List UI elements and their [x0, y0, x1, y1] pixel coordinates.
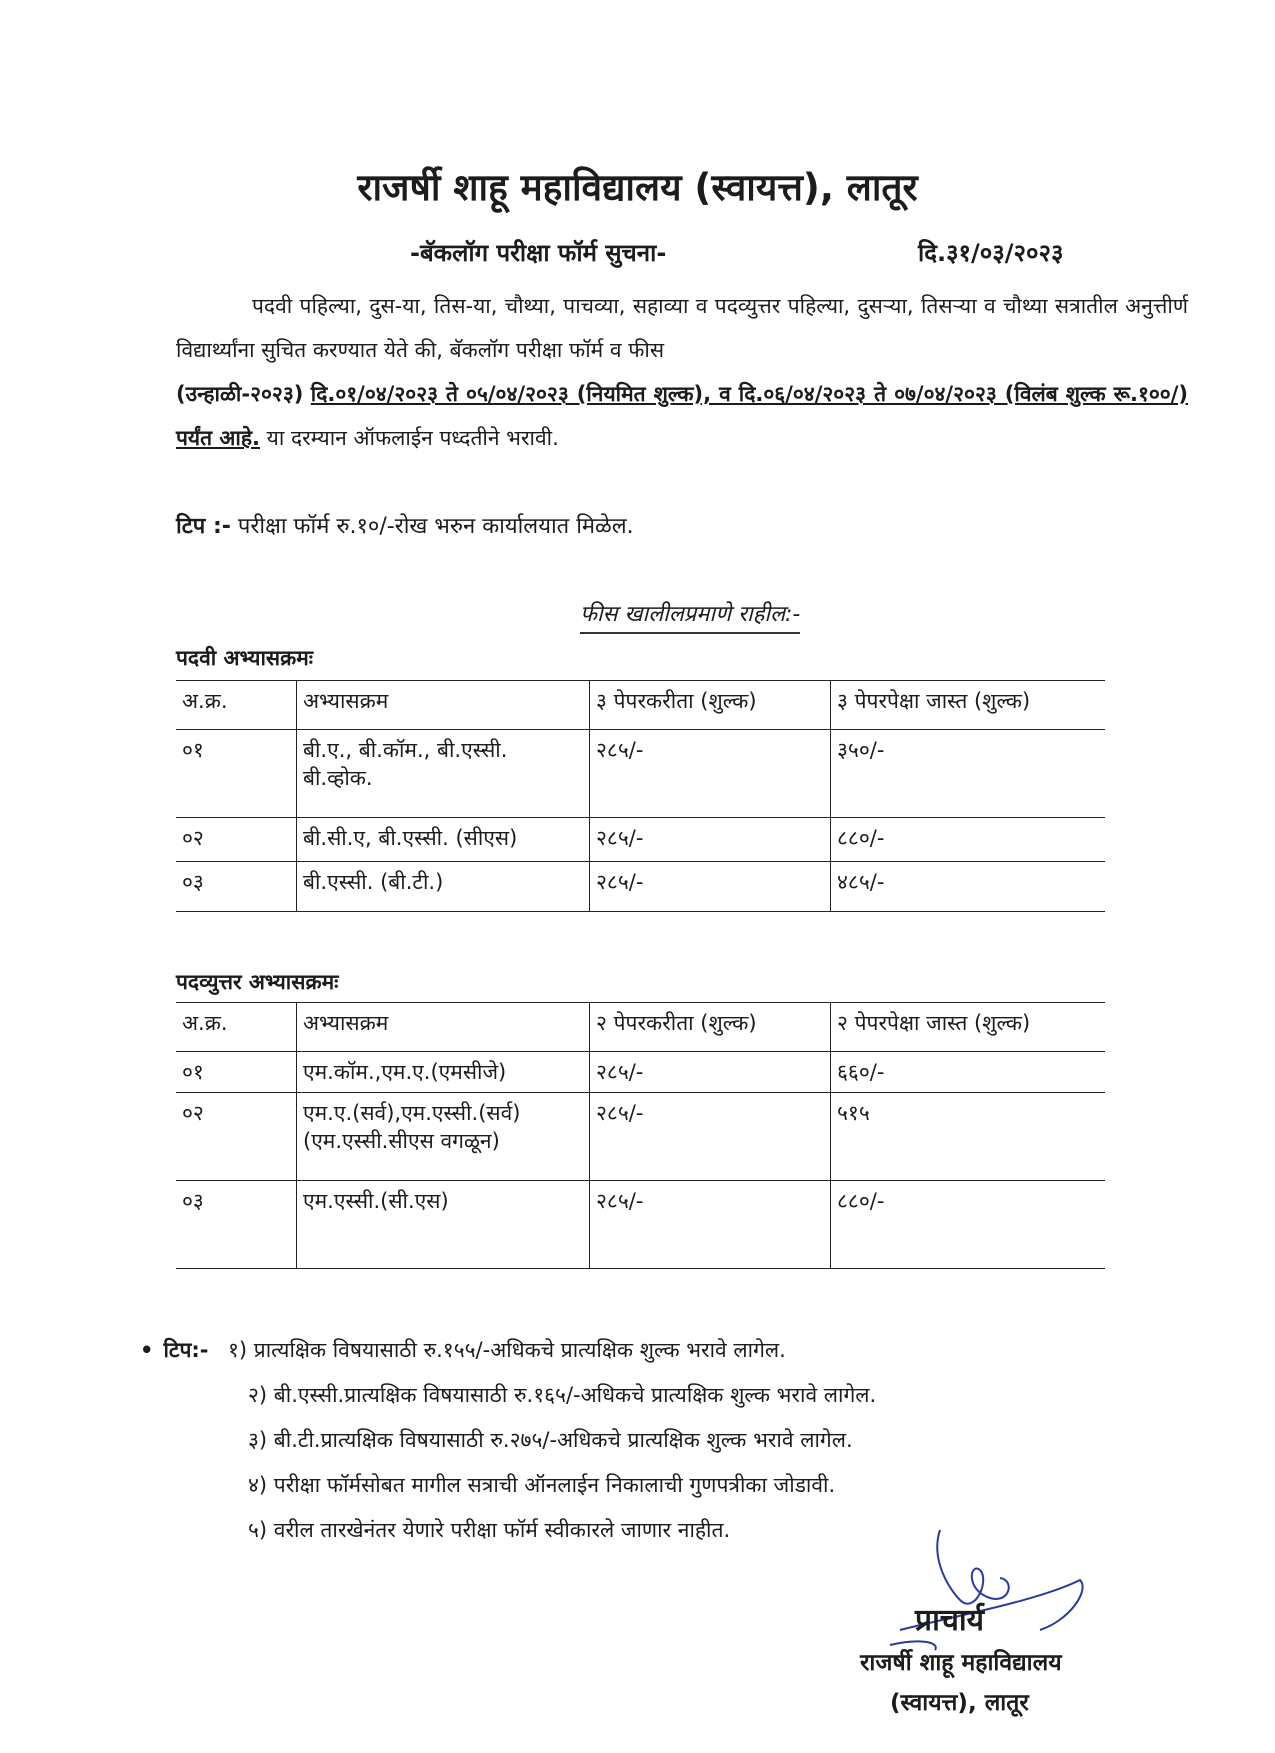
- notice-paragraph: [176, 284, 1188, 460]
- list-item: [140, 1328, 876, 1373]
- stamp-designation: प्राचार्य: [915, 1603, 985, 1638]
- ug-section-title: पदवी अभ्यासक्रमः: [176, 646, 314, 670]
- cell-fee-upto: २८५/-: [590, 1093, 831, 1181]
- form-tip-label: टिप :-: [176, 514, 231, 539]
- list-item: ५) वरील तारखेनंतर येणारे परीक्षा फॉर्म स्वीकारले जाणार नाहीत.: [248, 1518, 731, 1542]
- cell-course: एम.ए.(सर्व),एम.एस्सी.(सर्व) (एम.एस्सी.सीएस वगळून): [297, 1093, 590, 1181]
- cell-course: बी.एस्सी. (बी.टी.): [297, 862, 590, 912]
- col-header-course: अभ्यासक्रम: [297, 1003, 590, 1052]
- cell-sr: ०१: [176, 730, 297, 818]
- table-header-row: [176, 681, 1105, 730]
- college-title: राजर्षी शाहू महाविद्यालय (स्वायत्त), लातूर: [357, 166, 918, 209]
- notes-list: [140, 1328, 876, 1553]
- notice-text-2: या दरम्यान ऑफलाईन पध्दतीने भरावी.: [266, 426, 559, 450]
- cell-course: बी.ए., बी.कॉम., बी.एस्सी. बी.व्होक.: [297, 730, 590, 818]
- cell-sr: ०१: [176, 1052, 297, 1093]
- cell-sr: ०३: [176, 862, 297, 912]
- notice-text-1: पदवी पहिल्या, दुस-या, तिस-या, चौथ्या, पाचव्या, सहाव्या व पदव्युत्तर पहिल्या, दुसऱ्या, तिसऱ्या व चौथ्या सत्रातील अनुत्तीर्ण विद्यार्थ्यांना सुचित करण्यात येते की, बॅकलॉग परीक्षा फॉर्म व फीस: [176, 294, 1188, 362]
- table-row: [176, 1052, 1105, 1093]
- col-header-course: अभ्यासक्रम: [297, 681, 590, 730]
- pg-fee-table: [176, 1002, 1105, 1269]
- list-item: ३) बी.टी.प्रात्यक्षिक विषयासाठी रु.२७५/-अधिकचे प्रात्यक्षिक शुल्क भरावे लागेल.: [248, 1428, 853, 1452]
- cell-fee-more: ८८०/-: [831, 818, 1106, 862]
- col-header-fee-more: ३ पेपरपेक्षा जास्त (शुल्क): [831, 681, 1106, 730]
- pg-section-title: पदव्युत्तर अभ्यासक्रमः: [176, 970, 339, 994]
- notes-label: टिप:-: [163, 1338, 209, 1362]
- notice-date: दि.३१/०३/२०२३: [918, 239, 1064, 267]
- cell-fee-upto: २८५/-: [590, 862, 831, 912]
- col-header-fee-upto: २ पेपरकरीता (शुल्क): [590, 1003, 831, 1052]
- cell-fee-more: ६६०/-: [831, 1052, 1106, 1093]
- table-row: [176, 730, 1105, 818]
- table-row: [176, 862, 1105, 912]
- cell-fee-more: ८८०/-: [831, 1181, 1106, 1269]
- list-item: २) बी.एस्सी.प्रात्यक्षिक विषयासाठी रु.१६५/-अधिकचे प्रात्यक्षिक शुल्क भरावे लागेल.: [248, 1383, 877, 1407]
- table-row: [176, 818, 1105, 862]
- fees-heading: फीस खालीलप्रमाणे राहील:-: [580, 598, 800, 634]
- cell-fee-upto: २८५/-: [590, 730, 831, 818]
- col-header-fee-more: २ पेपरपेक्षा जास्त (शुल्क): [831, 1003, 1106, 1052]
- col-header-sr: अ.क्र.: [176, 681, 297, 730]
- col-header-sr: अ.क्र.: [176, 1003, 297, 1052]
- cell-fee-more: ४८५/-: [831, 862, 1106, 912]
- notice-season: (उन्हाळी-२०२३): [176, 382, 304, 406]
- col-header-fee-upto: ३ पेपरकरीता (शुल्क): [590, 681, 831, 730]
- stamp-line-1: राजर्षी शाहू महाविद्यालय: [860, 1650, 1062, 1676]
- table-header-row: [176, 1003, 1105, 1052]
- cell-course: एम.एस्सी.(सी.एस): [297, 1181, 590, 1269]
- notice-subtitle: -बॅकलॉग परीक्षा फॉर्म सुचना-: [410, 239, 667, 267]
- cell-course: एम.कॉम.,एम.ए.(एमसीजे): [297, 1052, 590, 1093]
- bullet-icon: •: [140, 1338, 154, 1362]
- note-text: १) प्रात्यक्षिक विषयासाठी रु.१५५/-अधिकचे प्रात्यक्षिक शुल्क भरावे लागेल.: [228, 1338, 786, 1362]
- table-row: [176, 1181, 1105, 1269]
- list-item: ४) परीक्षा फॉर्मसोबत मागील सत्राची ऑनलाईन निकालाची गुणपत्रीका जोडावी.: [248, 1473, 836, 1497]
- cell-fee-upto: २८५/-: [590, 1181, 831, 1269]
- cell-fee-upto: २८५/-: [590, 818, 831, 862]
- cell-course: बी.सी.ए, बी.एस्सी. (सीएस): [297, 818, 590, 862]
- cell-sr: ०२: [176, 818, 297, 862]
- ug-fee-table: [176, 680, 1105, 912]
- form-tip: [176, 510, 634, 540]
- cell-sr: ०२: [176, 1093, 297, 1181]
- table-row: [176, 1093, 1105, 1181]
- cell-fee-upto: २८५/-: [590, 1052, 831, 1093]
- form-tip-text: परीक्षा फॉर्म रु.१०/-रोख भरुन कार्यालयात मिळेल.: [237, 514, 634, 539]
- notice-dates: दि.०१/०४/२०२३ ते ०५/०४/२०२३ (नियमित शुल्क), व दि.०६/०४/२०२३ ते ०७/०४/२०२३ (विलंब शुल्क रू.१००/) पर्यंत आहे.: [176, 382, 1188, 450]
- cell-fee-more: ५१५: [831, 1093, 1106, 1181]
- stamp-line-2: (स्वायत्त), लातूर: [890, 1690, 1029, 1716]
- cell-fee-more: ३५०/-: [831, 730, 1106, 818]
- cell-sr: ०३: [176, 1181, 297, 1269]
